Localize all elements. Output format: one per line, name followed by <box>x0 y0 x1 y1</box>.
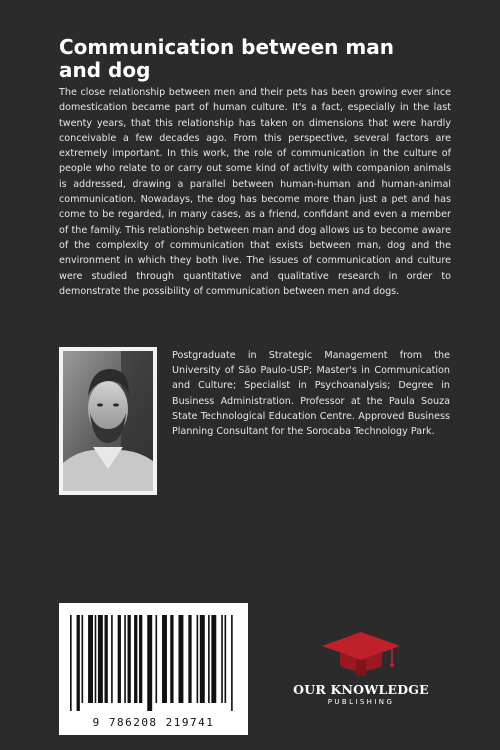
author-photo <box>59 347 157 495</box>
publisher-logo <box>286 630 436 710</box>
isbn-number: 9 786208 219741 <box>92 716 215 729</box>
book-title: Communication between man and dog <box>59 35 394 82</box>
publisher-name: OUR KNOWLEDGE <box>293 682 429 697</box>
book-blurb: The close relationship between men and their pets has been growing ever since domestication became part of human culture. It's a fact, especially in the last twenty years, that this relationship has taken on dimensions that were hardly conceivable a few decades ago. From this perspective, several factors are extremely important. In this work, the role of communication in the culture of people who relate to or carry out some kind of activity with companion animals is addressed, drawing a parallel between human-human and human-animal communication. Nowadays, the dog has become more than just a pet and has come to be regarded, in many cases, as a friend, confidant and even a member of the family. This relationship between man and dog allows us to become aware of the complexity of communication that exists between man, dog and the environment in which they both live. The issues of communication and culture were studied through quantitative and qualitative research in order to demonstrate the possibility of communication between men and dogs. <box>59 87 451 297</box>
graduation-cap-icon <box>320 630 402 678</box>
isbn-barcode <box>59 603 248 735</box>
barcode-bars <box>67 615 240 711</box>
publisher-tagline: PUBLISHING <box>327 698 395 706</box>
author-bio: Postgraduate in Strategic Management from the University of São Paulo-USP; Master's in Communication and Culture; Specialist in Psychoanalysis; Degree in Business Administration. Professor at the Paula Souza State Technological Education Centre. Approved Business Planning Consultant for the Sorocaba Technology Park. <box>172 350 450 438</box>
author-portrait-image <box>63 351 153 491</box>
